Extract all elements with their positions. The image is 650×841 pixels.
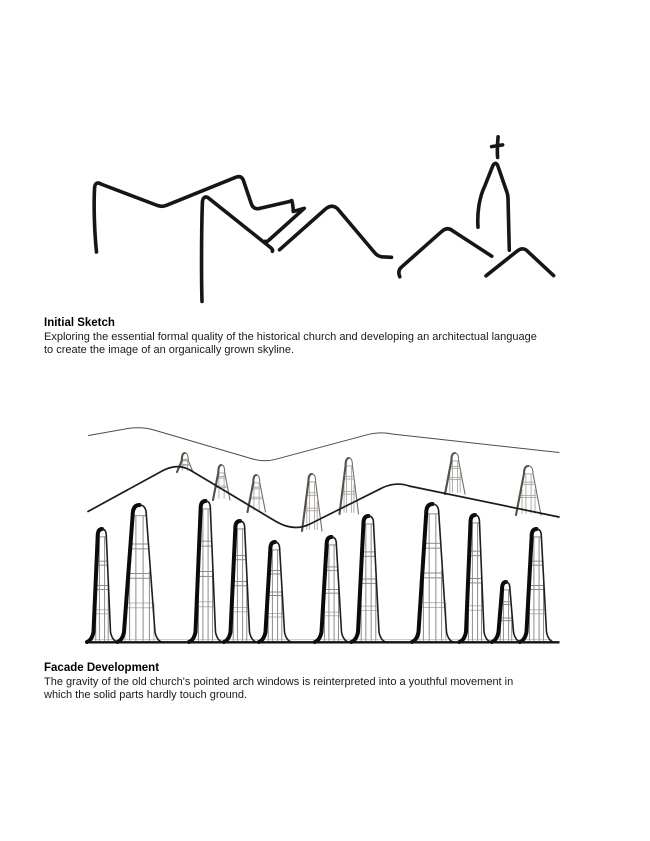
facade-development-drawing bbox=[87, 428, 560, 643]
section-body-line: which the solid parts hardly touch ground. bbox=[44, 689, 248, 701]
section-title: Facade Development bbox=[44, 662, 160, 674]
initial-sketch-drawing bbox=[94, 137, 553, 302]
caption-initial-sketch bbox=[44, 317, 537, 358]
caption-facade-development bbox=[44, 662, 513, 703]
section-body-line: Exploring the essential formal quality of the historical church and developing an architectual language bbox=[44, 330, 537, 343]
section-body-line: The gravity of the old church's pointed arch windows is reinterpreted into a youthful movement in bbox=[44, 675, 514, 688]
section-body-line: to create the image of an organically grown skyline. bbox=[44, 344, 295, 356]
section-title: Initial Sketch bbox=[44, 317, 115, 329]
